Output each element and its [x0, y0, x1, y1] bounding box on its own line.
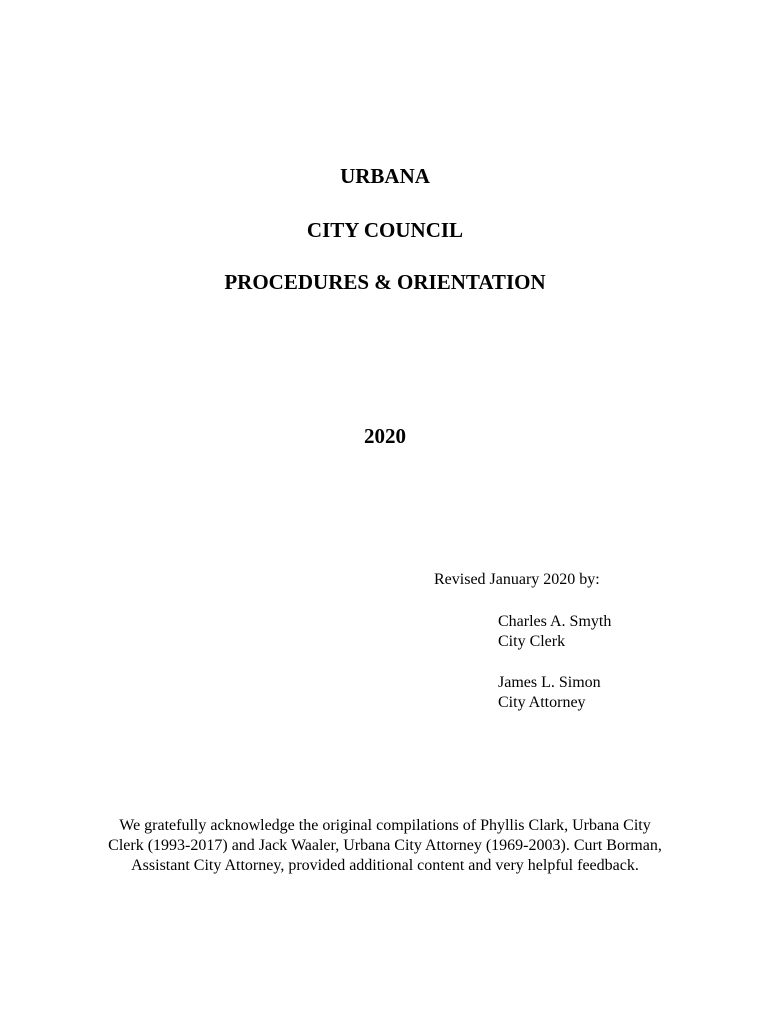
author-name: Charles A. Smyth [498, 613, 612, 630]
author-name: James L. Simon [498, 674, 601, 691]
acknowledgement-line: Clerk (1993-2017) and Jack Waaler, Urbana City Attorney (1969-2003). Curt Borman, [108, 837, 662, 854]
document-title-city-council: CITY COUNCIL [306, 218, 464, 242]
author-role: City Attorney [498, 694, 586, 711]
document-year: 2020 [364, 424, 406, 448]
revision-label: Revised January 2020 by: [434, 571, 600, 588]
author-block [498, 673, 601, 713]
document-title-procedures: PROCEDURES & ORIENTATION [224, 270, 546, 294]
acknowledgement-paragraph [60, 816, 710, 876]
acknowledgement-line: We gratefully acknowledge the original compilations of Phyllis Clark, Urbana City [119, 817, 651, 834]
document-title-urbana: URBANA [340, 164, 430, 188]
acknowledgement-line: Assistant City Attorney, provided additional content and very helpful feedback. [131, 857, 639, 874]
author-role: City Clerk [498, 633, 566, 650]
author-block [498, 612, 611, 652]
